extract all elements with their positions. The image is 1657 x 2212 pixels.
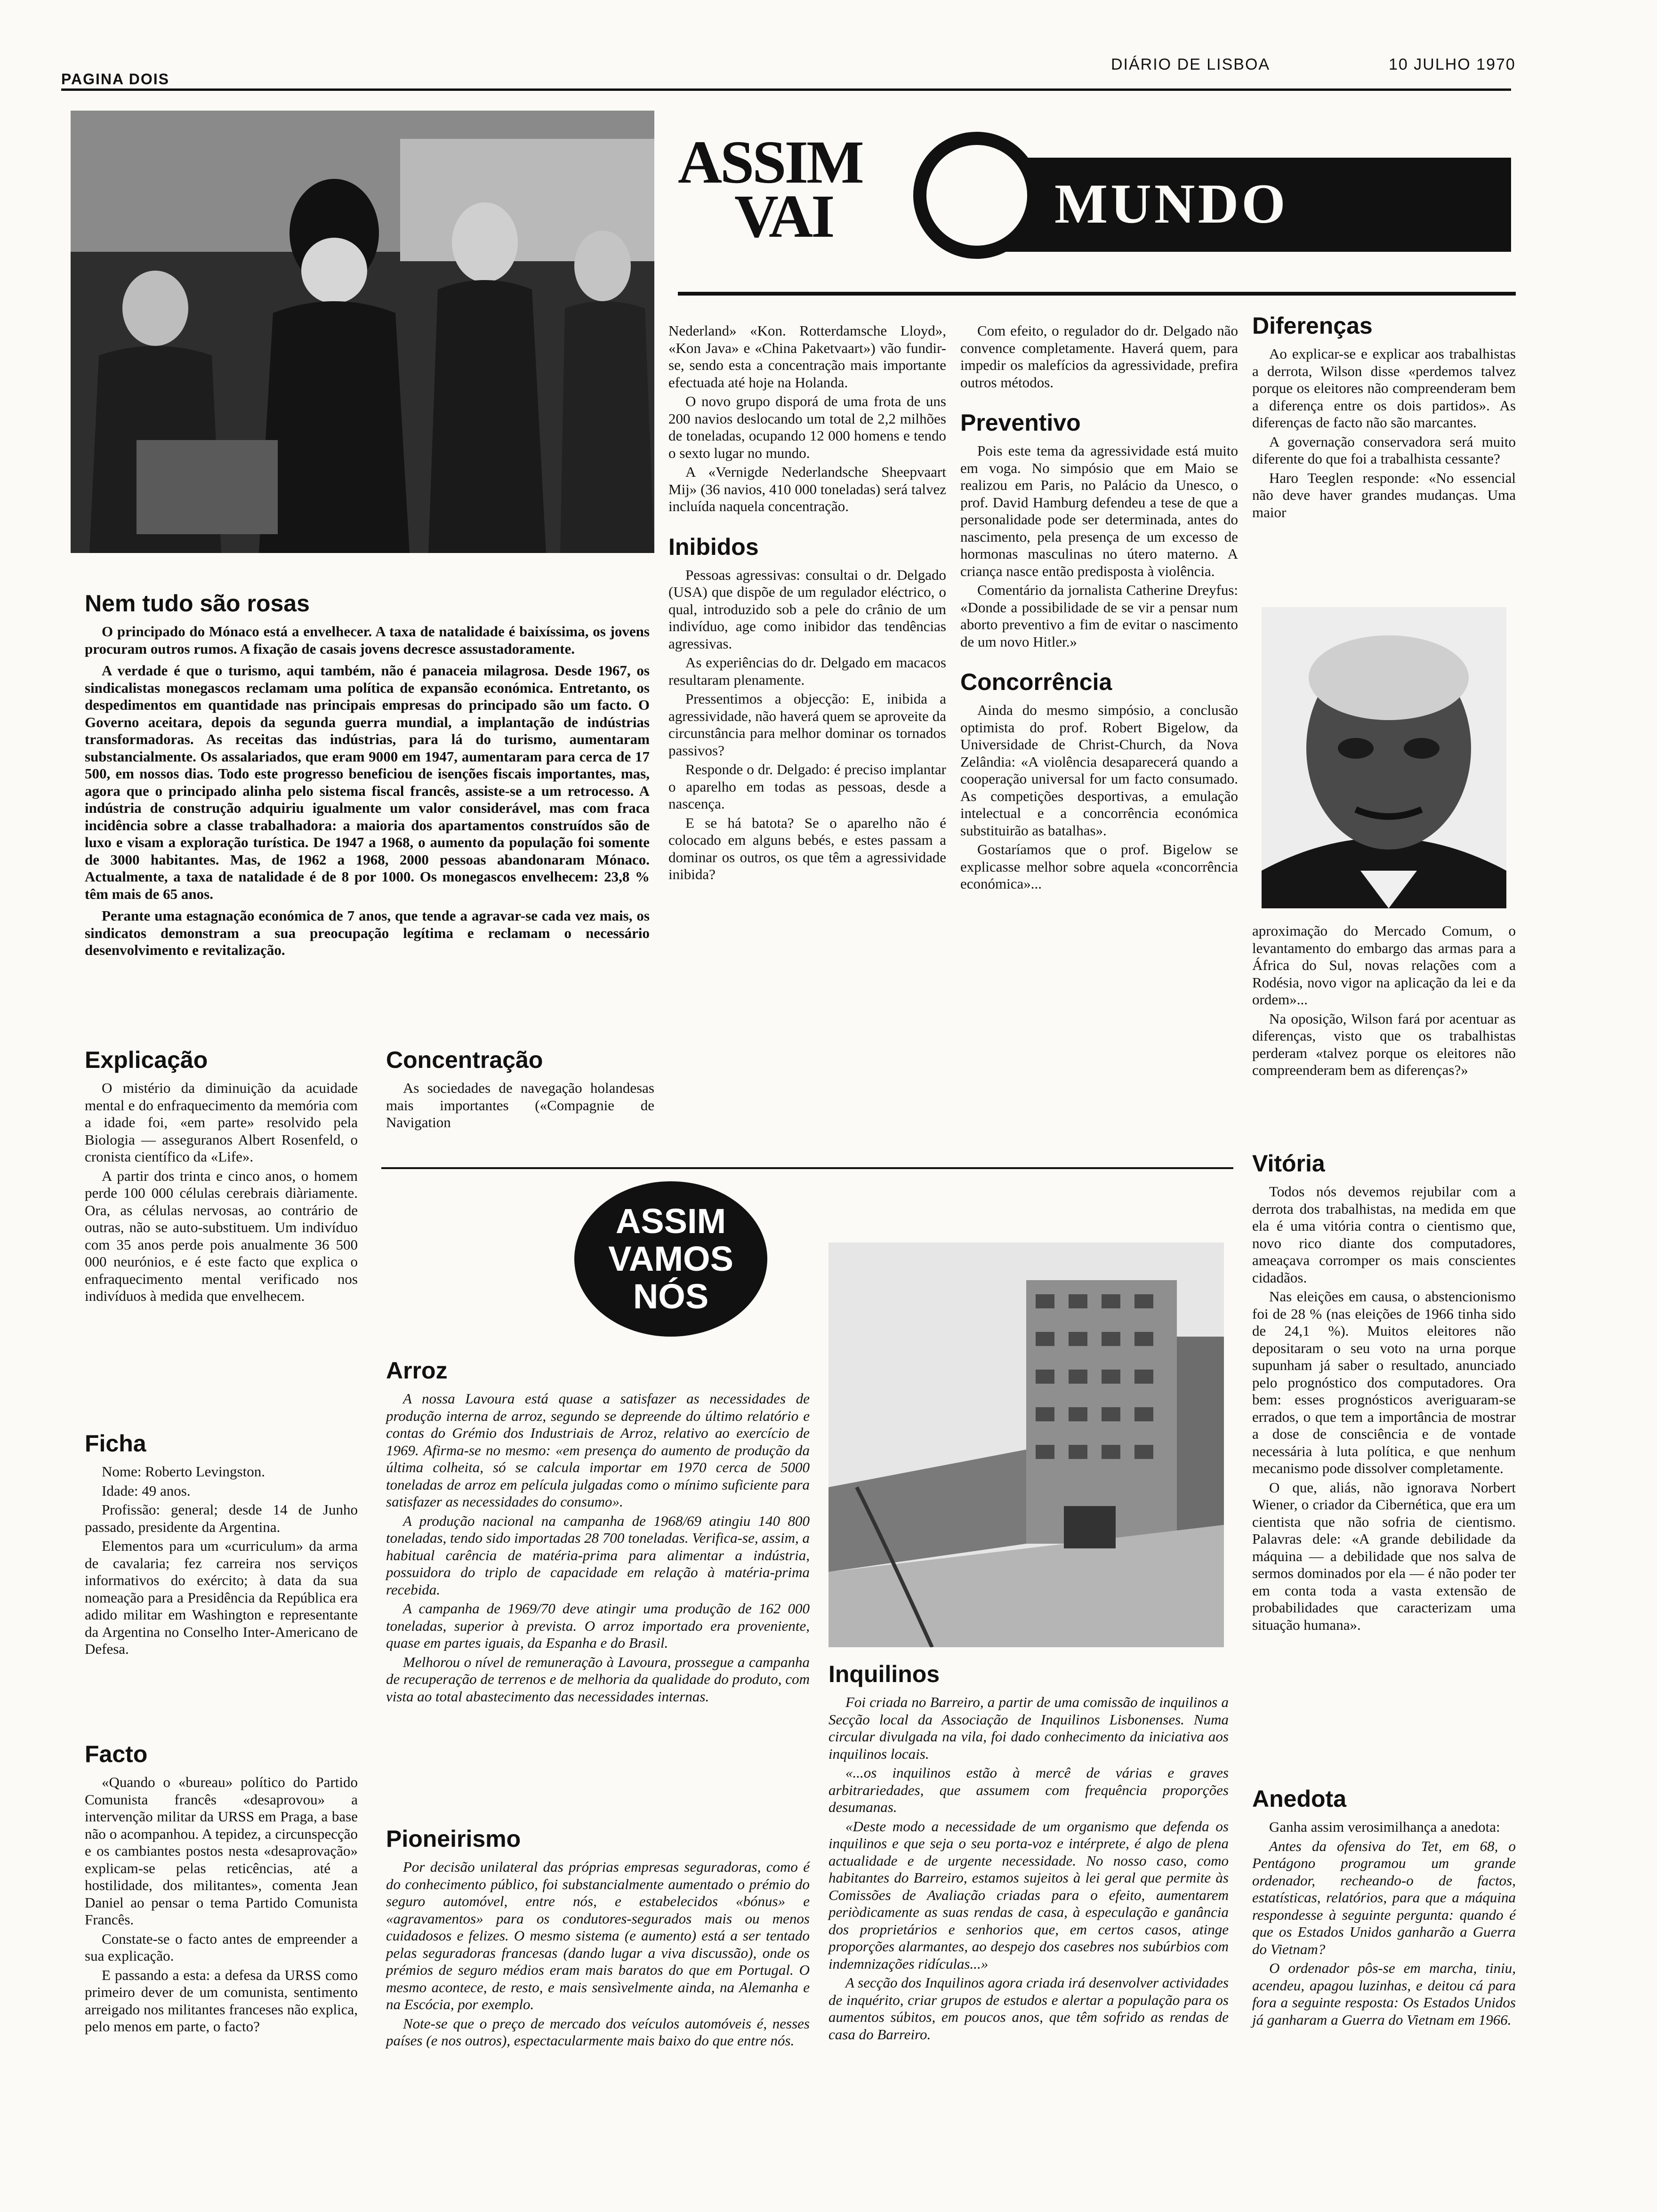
headline: Ficha [85, 1430, 146, 1457]
article-pioneirismo [386, 1826, 810, 2052]
headline: Anedota [1252, 1786, 1346, 1812]
body-paragraph: E se há batota? Se o aparelho não é colocado em alguns bebés, e estes passam a dominar os outros, os que têm a agressividade inibida? [668, 814, 946, 882]
article-diferencas [1252, 313, 1516, 523]
logo-circle-o [913, 132, 1040, 259]
monaco-photo [71, 111, 654, 553]
headline-concorrencia: Concorrência [960, 669, 1112, 695]
body-paragraph: Na oposição, Wilson fará por acentuar as diferenças, visto que os trabalhistas perderam «talvez porque os eleitores não compreenderam bem as diferenças?» [1252, 1010, 1516, 1078]
logo-word-mundo: MUNDO [1054, 172, 1288, 235]
headline: Facto [85, 1741, 148, 1767]
article-arroz [386, 1358, 810, 1707]
article-ficha [85, 1431, 358, 1660]
headline: Arroz [386, 1357, 448, 1384]
column-3-content [960, 322, 1238, 895]
badge-line-vamos: VAMOS [608, 1239, 733, 1278]
body-paragraph: Todos nós devemos rejubilar com a derrota dos trabalhistas, na medida em que ela é uma vitória contra o cientismo que, novo rico diante dos computadores, ameaçava corromper os mais conscientes cidadãos. [1252, 1183, 1516, 1286]
headline: Inquilinos [828, 1661, 940, 1687]
body-paragraph: As experiências do dr. Delgado em macacos resultaram plenamente. [668, 654, 946, 688]
page-label: PAGINA DOIS [61, 71, 170, 88]
body-paragraph: Idade: 49 anos. [102, 1482, 191, 1499]
article-facto [85, 1741, 358, 2037]
headline: Nem tudo são rosas [85, 590, 310, 617]
body-paragraph: A partir dos trinta e cinco anos, o homem perde 100 000 células cerebrais diàriamente. Ora, as células nervosas, ao contrário de outras, não se auto-substituem. Um indivíduo com 35 anos perde pois anualmente 36 500 000 neurónios, e é este facto que explica o enfraquecimento mental verificado nos indivíduos à medida que envelhecem. [85, 1167, 358, 1304]
body-paragraph: O que, aliás, não ignorava Norbert Wiener, o criador da Cibernética, que era um cientista que não sofria de cientismo. Palavras dele: «A grande debilidade da máquina — a debilidade que nos salva de sermos dominados por ela — é não poder ter em conta toda a vasta extensão de probabilidades que caracterizam uma situação humana». [1252, 1479, 1516, 1633]
assim-vamos-nos-badge [574, 1181, 767, 1337]
body-paragraph: aproximação do Mercado Comum, o levantamento do embargo das armas para a África do Sul, novas relações com a Rodésia, novo vigor na aplicação da lei e da ordem»... [1252, 922, 1516, 1008]
badge-line-nos: NÓS [633, 1277, 709, 1316]
body-paragraph: Note-se que o preço de mercado dos veículos automóveis é, nesses países (e nos outros), espectacularmente mais baixo do que entre nós. [386, 2015, 810, 2049]
body-paragraph: A «Vernigde Nederlandsche Sheepvaart Mij» (36 navios, 410 000 toneladas) será talvez incluída naquela concentração. [668, 464, 946, 514]
body-paragraph: «Deste modo a necessidade de um organismo que defenda os inquilinos e que seja o seu porta-voz e intérprete, é algo de plena actualidade e de urgente necessidade. No nosso caso, como habitantes do Barreiro, estamos sujeitos à lei geral que permite às Comissões de Avaliação criadas para o efeito, aumentarem periòdicamente as suas rendas de casa, à especulação e ganância dos proprietários e senhorios que, em certos casos, atinge proporções alarmantes, ao despejo dos casebres nos subúrbios com indemnizações ridículas...» [828, 1818, 1229, 1972]
body-paragraph: «Quando o «bureau» político do Partido Comunista francês «desaprovou» a intervenção militar da URSS em Praga, a base não o acompanhou. A tepidez, a circunspecção e os cambiantes postos nesta «desaprovação» explicam-se pelas reticências, até a hostilidade, dos militantes», comenta Jean Daniel ao pensar o tema Partido Comunista Francês. [85, 1774, 358, 1928]
headline-inibidos: Inibidos [668, 533, 759, 560]
headline: Explicação [85, 1047, 208, 1073]
body-paragraph: As sociedades de navegação holandesas mais importantes («Compagnie de Navigation [386, 1080, 654, 1130]
headline: Pioneirismo [386, 1826, 521, 1852]
headline: Concentração [386, 1047, 543, 1073]
body-paragraph: Antes da ofensiva do Tet, em 68, o Pentágono programou um grande ordenador, recheando-o de factos, estatísticas, relatórios, para que a máquina respondesse à seguinte pergunta: quando é que os Estados Unidos ganharão a Guerra do Vietnam? [1252, 1837, 1516, 1957]
body-paragraph: Comentário da jornalista Catherine Dreyfus: «Donde a possibilidade de se vir a pensar num aborto preventivo a fim de evitar o nascimento de um novo Hitler.» [960, 582, 1238, 650]
body-paragraph: A verdade é que o turismo, aqui também, não é panaceia milagrosa. Desde 1967, os sindicalistas monegascos reclamam uma política de expansão económica. Entretanto, os despedimentos em quantidade nas principais empresas do principado são um facto. O Governo aceitara, depois da segunda guerra mundial, a implantação de indústrias transformadoras. As receitas das indústrias, para lá do turismo, aumentaram substancialmente. Os assalariados, que eram 9000 em 1947, aumentaram para cerca de 17 500, em nossos dias. Todo este progresso beneficiou de isenções fiscais importantes, mas, agora que o principado alinha pelo sistema fiscal francês, assiste-se a um retrocesso. A indústria de construção adquiriu igualmente um valor considerável, mas com fraca incidência sobre a classe trabalhadora: a maioria dos apartamentos construídos são de luxo e visam a exploração turística. De 1947 a 1968, o aumento da população foi somente de 3000 habitantes. Mas, de 1962 a 1968, 2000 pessoas abandonaram Mónaco. Actualmente, a taxa de natalidade é de 8 por 1000. Os monegascos envelhecem: 23,8 % têm mais de 65 anos. [85, 662, 650, 902]
logo-word-vai: VAI [734, 183, 833, 250]
headline: Diferenças [1252, 313, 1373, 339]
body-paragraph: Gostaríamos que o prof. Bigelow se explicasse melhor sobre aquela «concorrência económica»... [960, 841, 1238, 892]
body-paragraph: Pressentimos a objecção: E, inibida a agressividade, não haverá quem se aproveite da circunstância para melhor dominar os tornados passivos? [668, 690, 946, 759]
body-paragraph: Ainda do mesmo simpósio, a conclusão optimista do prof. Robert Bigelow, da Universidade de Christ-Church, da Nova Zelândia: «A violência desaparecerá quando a cooperação universal for um facto consumado. As competições desportivas, a emulação intelectual e a concorrência económica substituirão as batalhas». [960, 702, 1238, 839]
article-inquilinos [828, 1661, 1229, 2045]
body-paragraph: Foi criada no Barreiro, a partir de uma comissão de inquilinos a Secção local da Associação de Inquilinos Lisbonenses. Numa circular divulgada na vila, foi dado conhecimento da iniciativa aos inquilinos locais. [828, 1694, 1229, 1762]
headline: Vitória [1252, 1150, 1325, 1177]
body-paragraph: Constate-se o facto antes de empreender a sua explicação. [85, 1930, 358, 1964]
body-paragraph: Nome: Roberto Levingston. [102, 1463, 265, 1480]
barreiro-street-photo [828, 1242, 1224, 1647]
wilson-portrait-photo [1262, 607, 1506, 908]
lead-paragraph: O principado do Mónaco está a envelhecer. A taxa de natalidade é baixíssima, os jovens procuram outros rumos. A fixação de casais jovens decresce assustadoramente. [85, 623, 650, 657]
column-2 [668, 322, 946, 885]
article-concentracao [386, 1047, 654, 1133]
body-paragraph: «...os inquilinos estão à mercê de várias e graves arbitrariedades, que assumem com frequência proporções desumanas. [828, 1764, 1229, 1815]
body-paragraph: A produção nacional na campanha de 1968/69 atingiu 140 800 toneladas, tendo sido importadas 28 700 toneladas. Verifica-se, assim, a habitual carência de matéria-prima para alimentar a indústria, possuidora do triplo de capacidade em relação à matéria-prima recebida. [386, 1512, 810, 1598]
headline-preventivo: Preventivo [960, 409, 1081, 436]
logo-underline [678, 292, 1516, 296]
body-paragraph: Responde o dr. Delgado: é preciso implantar o aparelho em todas as pessoas, desde a nascença. [668, 761, 946, 812]
issue-date: 10 JULHO 1970 [1389, 56, 1516, 73]
body-paragraph: E passando a esta: a defesa da URSS como primeiro dever de um comunista, sentimento arreigado nos militantes franceses não explica, pelo menos em parte, o facto? [85, 1966, 358, 2035]
logo-word-assim: ASSIM [678, 128, 862, 196]
badge-line-assim: ASSIM [615, 1202, 726, 1241]
body-paragraph: Haro Teeglen responde: «No essencial não deve haver grandes mudanças. Uma maior [1252, 469, 1516, 521]
masthead-rule [61, 88, 1511, 91]
body-paragraph: Melhorou o nível de remuneração à Lavoura, prossegue a campanha de recuperação de terrenos e de melhoria da qualidade do produto, com vista ao total abastecimento das necessidades internas. [386, 1653, 810, 1705]
body-paragraph: Pois este tema da agressividade está muito em voga. No simpósio que em Maio se realizou em Paris, no Palácio da Unesco, o prof. David Hamburg defendeu a tese de que a personalidade pode ser determinada, antes do nascimento, pela presença de um excesso de hormonas masculinas no útero materno. A criança nasce então predisposta à violência. [960, 442, 1238, 579]
body-paragraph: Profissão: general; desde 14 de Junho passado, presidente da Argentina. [85, 1501, 358, 1535]
body-paragraph: O mistério da diminuição da acuidade mental e do enfraquecimento da memória com a idade foi, «em parte» resolvido pela Biologia — asseguranos Albert Rosenfeld, o cronista científico da «Life». [85, 1080, 358, 1165]
body-paragraph: Nederland» «Kon. Rotterdamsche Lloyd», «Kon Java» e «China Paketvaart») vão fundir-se, sendo esta a concentração mais importante efectuada até hoje na Holanda. [668, 322, 946, 391]
body-paragraph: Com efeito, o regulador do dr. Delgado não convence completamente. Haverá quem, para impedir os malefícios da agressividade, prefira outros métodos. [960, 322, 1238, 391]
body-paragraph: A secção dos Inquilinos agora criada irá desenvolver actividades de inquérito, criar grupos de estudos e alertar a população para os aumentos súbitos, em poucos anos, que têm sofrido as rendas de casa do Barreiro. [828, 1974, 1229, 2043]
body-paragraph: O novo grupo disporá de uma frota de uns 200 navios deslocando um total de 2,2 milhões de toneladas, ocupando 12 000 homens e tendo o sexto lugar no mundo. [668, 393, 946, 461]
section-divider-rule [381, 1167, 1233, 1169]
body-paragraph: A campanha de 1969/70 deve atingir uma produção de 162 000 toneladas, superior à prevista. O arroz importado era proveniente, quase em partes iguais, da Espanha e do Brasil. [386, 1600, 810, 1651]
article-nem-tudo-sao-rosas [85, 591, 650, 961]
body-paragraph: Por decisão unilateral das próprias empresas seguradoras, como é do conhecimento público, foi substancialmente aumentado o prémio do seguro automóvel, entre nós, e estabelecidos «bónus» e «agravamentos» para os condutores-segurados mais ou menos cuidadosos e felizes. O mesmo sistema (e aumento) está a ser tentado pelas seguradoras francesas (dando lugar a viva discussão), onde os prémios de seguro médios eram mais baratos do que em Portugal. O mesmo acontece, de resto, e mais sensìvelmente ainda, na Alemanha e na Escócia, por exemplo. [386, 1859, 810, 2012]
body-paragraph: Ao explicar-se e explicar aos trabalhistas a derrota, Wilson disse «perdemos talvez porque os eleitores não compreenderam bem a diferença entre os dois partidos». As diferenças de facto não são marcantes. [1252, 345, 1516, 431]
body-paragraph: O ordenador pôs-se em marcha, tiniu, acendeu, apagou luzinhas, e deitou cá para fora a seguinte resposta: Os Estados Unidos já ganharam a Guerra do Vietnam em 1966. [1252, 1960, 1516, 2028]
newspaper-name: DIÁRIO DE LISBOA [1111, 56, 1271, 73]
body-paragraph: Perante uma estagnação económica de 7 anos, que tende a agravar-se cada vez mais, os sindicatos demonstram a sua preocupação legítima e reclamam o necessário desenvolvimento e revitalização. [85, 907, 650, 958]
article-explicacao [85, 1047, 358, 1307]
body-paragraph: Pessoas agressivas: consultai o dr. Delgado (USA) que dispõe de um regulador eléctrico, o qual, introduzido sob a pele do crânio de um indivíduo, age como inibidor das tendências agressivas. [668, 566, 946, 652]
body-paragraph: Nas eleições em causa, o abstencionismo foi de 28 % (nas eleições de 1966 tinha sido de 24,1 %). Muitos eleitores não depositaram o seu voto na urna porque supunham já saber o resultado, anunciado pelo prognóstico dos computadores. Ora bem: esses prognósticos averiguaram-se errados, o que tem a importância de mostrar a dose de consciência e de vontade necessária à luta política, e que nenhum mecanismo pode dissolver completamente. [1252, 1288, 1516, 1476]
body-paragraph: Ganha assim verosimilhança a anedota: [1269, 1819, 1500, 1835]
article-diferencas-cont [1252, 922, 1516, 1081]
assim-vai-o-mundo-logo [678, 125, 1525, 266]
article-vitoria [1252, 1151, 1516, 1635]
body-paragraph: Elementos para um «curriculum» da arma de cavalaria; fez carreira nos serviços informativos do exército; à data da sua nomeação para a Presidência da República era adido militar em Washington e representante da Argentina no Conselho Inter-Americano de Defesa. [85, 1538, 358, 1657]
body-paragraph: A nossa Lavoura está quase a satisfazer as necessidades de produção interna de arroz, segundo se depreende do último relatório e contas do Grémio dos Industriais de Arroz, relativo ao exercício de 1969. Afirma-se no mesmo: «em presença do aumento de produção da última colheita, só se calcula importar em 1970 cerca de 5000 toneladas de arroz em película julgadas como o mínimo suficiente para satisfazer as necessidades do consumo». [386, 1390, 810, 1510]
article-anedota [1252, 1786, 1516, 2030]
body-paragraph: A governação conservadora será muito diferente do que foi a trabalhista cessante? [1252, 433, 1516, 467]
